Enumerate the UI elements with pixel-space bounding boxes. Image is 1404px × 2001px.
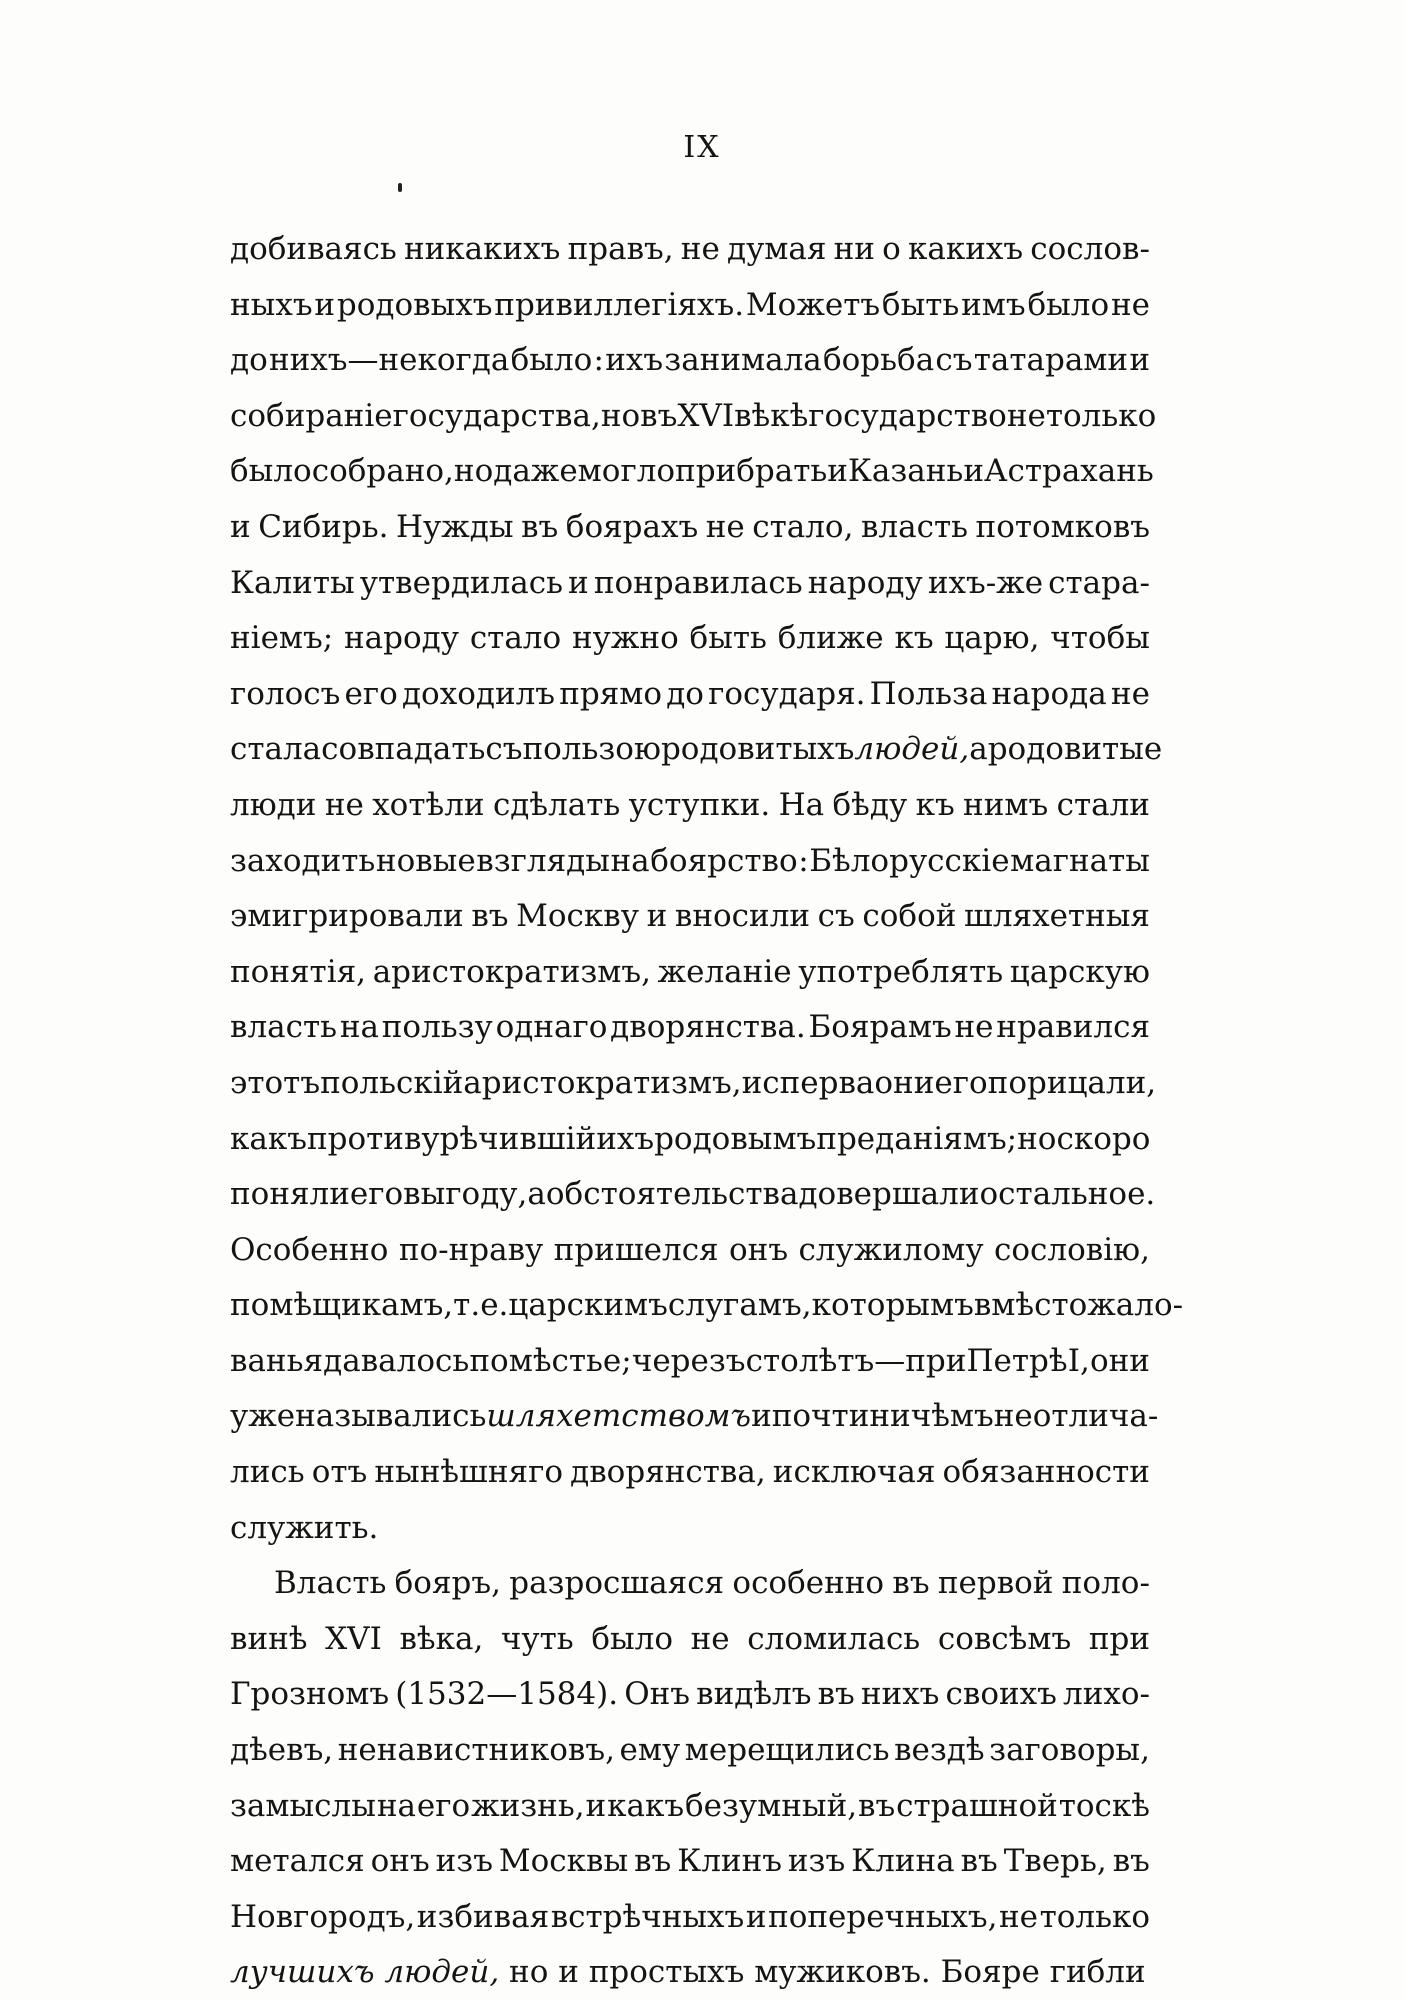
text-line: ныхъ и родовыхъ привиллегіяхъ. Можетъ быть имъ было не — [230, 286, 1150, 323]
text-line: эмигрировали въ Москву и вносили съ собой шляхетныя — [230, 898, 1150, 935]
text-line: заходить новые взгляды на боярство : Бѣлорусскіе магнаты — [230, 842, 1150, 879]
text-line: голосъ его доходилъ прямо до государя. Польза народа не — [230, 675, 1150, 712]
text-line: стала совпадать съ пользою родовитыхъ людей, а родовитые — [230, 731, 1163, 768]
text-line: добиваясь никакихъ правъ, не думая ни о какихъ сослов- — [230, 231, 1150, 267]
text-line: до нихъ—некогда было : ихъ занимала борьба съ татарами и — [230, 342, 1150, 379]
paragraph — [230, 1556, 1150, 2001]
text-line: люди не хотѣли сдѣлать уступки. На бѣду къ нимъ стали — [230, 786, 1150, 823]
text-line: Новгородъ, избивая встрѣчныхъ и поперечныхъ, не только — [230, 1898, 1150, 1935]
text-line: лись отъ нынѣшняго дворянства, исключая обязанности — [230, 1454, 1150, 1491]
text-line: какъ противурѣчившій ихъ родовымъ преданіямъ; но скоро — [230, 1120, 1151, 1157]
text-line: служить. — [230, 1509, 379, 1546]
text-line: понятія, аристократизмъ, желаніе употреблять царскую — [230, 953, 1150, 990]
text-line: метался онъ изъ Москвы въ Клинъ изъ Клина въ Тверь, въ — [230, 1843, 1150, 1880]
text-line: помѣщикамъ, т. е. царскимъ слугамъ, которымъ вмѣсто жало- — [230, 1287, 1184, 1324]
ink-speck — [398, 183, 402, 192]
text-line: дѣевъ, ненавистниковъ, ему мерещились вездѣ заговоры, — [230, 1732, 1150, 1769]
text-line: уже назывались шляхетствомъ и почти ничѣмъ не отлича- — [230, 1398, 1159, 1435]
text-line: собираніе государства, но въ XVI вѣкѣ государство не только — [230, 397, 1157, 434]
text-line: власть на пользу однаго дворянства. Боярамъ не нравился — [230, 1009, 1150, 1046]
text-line: и Сибирь. Нужды въ боярахъ не стало, власть потомковъ — [230, 508, 1150, 545]
text-line: ванья давалось помѣстье; черезъ сто лѣтъ—при Петрѣ I, они — [230, 1342, 1150, 1379]
text-line: лучшихъ людей, но и простыхъ мужиковъ. Бояре гибли — [230, 1954, 1146, 1991]
body-text — [230, 222, 1184, 2001]
text-line: Власть бояръ, разросшаяся особенно въ первой поло- — [274, 1565, 1150, 1602]
text-line: ніемъ; народу стало нужно быть ближе къ царю, чтобы — [230, 620, 1150, 657]
text-line: Грозномъ (1532—1584). Онъ видѣлъ въ нихъ своихъ лихо- — [230, 1676, 1150, 1713]
text-line: винѣ XVI вѣка, чуть было не сломилась совсѣмъ при — [230, 1620, 1150, 1657]
text-line: Особенно по-нраву пришелся онъ служилому сословію, — [230, 1231, 1150, 1268]
text-line: было собрано, но даже могло прибрать и Казань и Астрахань — [230, 453, 1154, 490]
text-line: Калиты утвердилась и понравилась народу ихъ-же стара- — [230, 564, 1150, 601]
text-line: этотъ польскій аристократизмъ, и сперва они его порицали, — [230, 1064, 1157, 1101]
text-line: поняли его выгоду, а обстоятельства довершали остальное. — [230, 1176, 1156, 1213]
page-number: IX — [683, 130, 721, 165]
paragraph — [230, 222, 1184, 1556]
text-line: замыслы на его жизнь, и какъ безумный, въ страшной тоскѣ — [230, 1787, 1150, 1824]
